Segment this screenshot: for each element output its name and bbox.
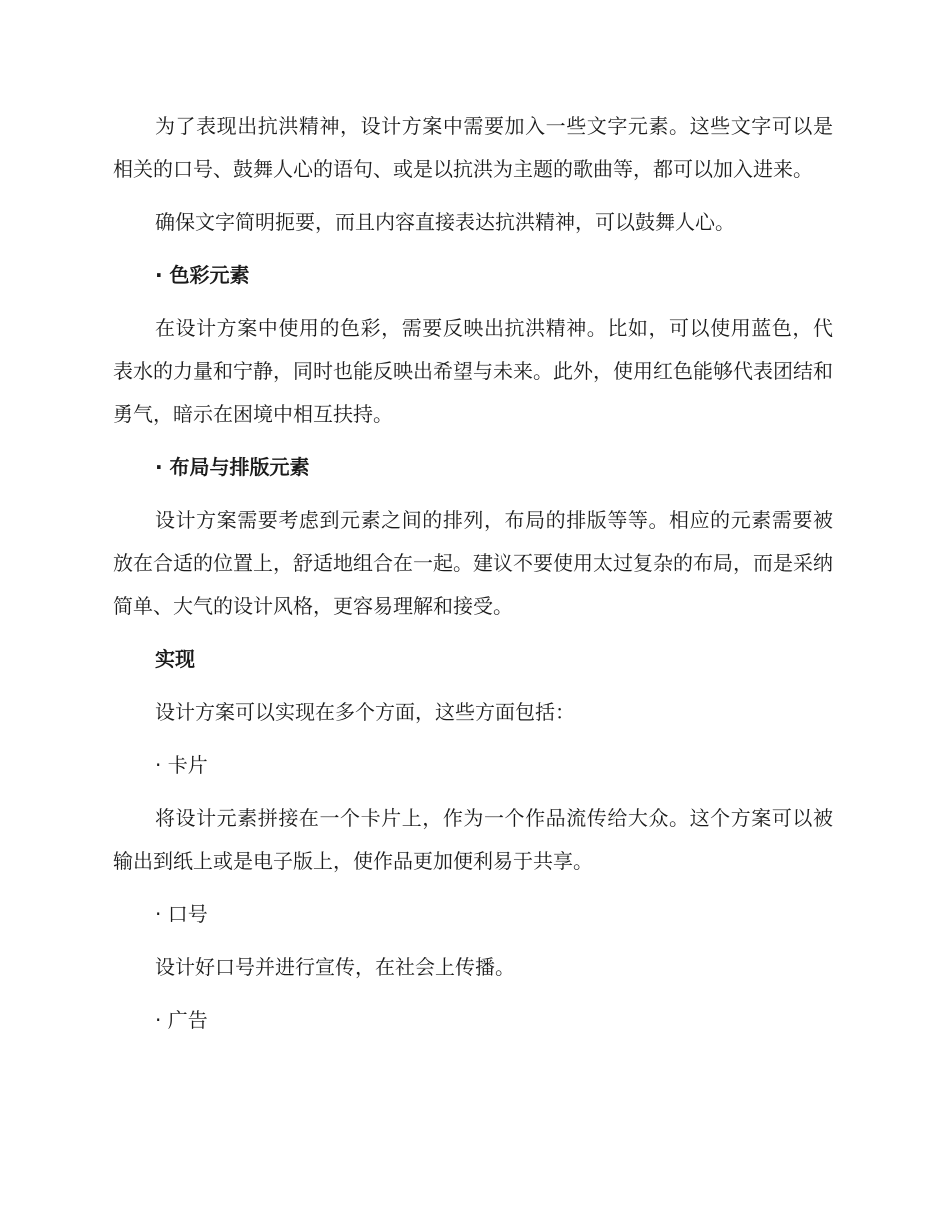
paragraph-color: 在设计方案中使用的色彩，需要反映出抗洪精神。比如，可以使用蓝色，代表水的力量和宁静，同时也能反映出希望与未来。此外，使用红色能够代表团结和勇气，暗示在困境中相互扶持。 (113, 316, 833, 426)
section-heading-color: · 色彩元素 (155, 263, 250, 287)
list-item-ad: · 广告 (155, 1008, 208, 1032)
section-heading-implementation: 实现 (155, 647, 195, 671)
paragraph-slogan: 设计好口号并进行宣传，在社会上传播。 (155, 955, 515, 979)
list-item-slogan: · 口号 (155, 902, 208, 926)
list-item-card: · 卡片 (155, 753, 208, 777)
paragraph-card: 将设计元素拼接在一个卡片上，作为一个作品流传给大众。这个方案可以被输出到纸上或是电子版上，使作品更加便利易于共享。 (113, 806, 833, 873)
paragraph-layout: 设计方案需要考虑到元素之间的排列，布局的排版等等。相应的元素需要被放在合适的位置上，舒适地组合在一起。建议不要使用太过复杂的布局，而是采纳简单、大气的设计风格，更容易理解和接受。 (113, 508, 833, 618)
document-body (113, 105, 833, 1052)
section-heading-layout: · 布局与排版元素 (155, 455, 310, 479)
paragraph-concise-text: 确保文字简明扼要，而且内容直接表达抗洪精神，可以鼓舞人心。 (155, 210, 735, 234)
paragraph-implementation: 设计方案可以实现在多个方面，这些方面包括： (155, 700, 575, 724)
paragraph-text-elements: 为了表现出抗洪精神，设计方案中需要加入一些文字元素。这些文字可以是相关的口号、鼓舞人心的语句、或是以抗洪为主题的歌曲等，都可以加入进来。 (113, 114, 833, 181)
